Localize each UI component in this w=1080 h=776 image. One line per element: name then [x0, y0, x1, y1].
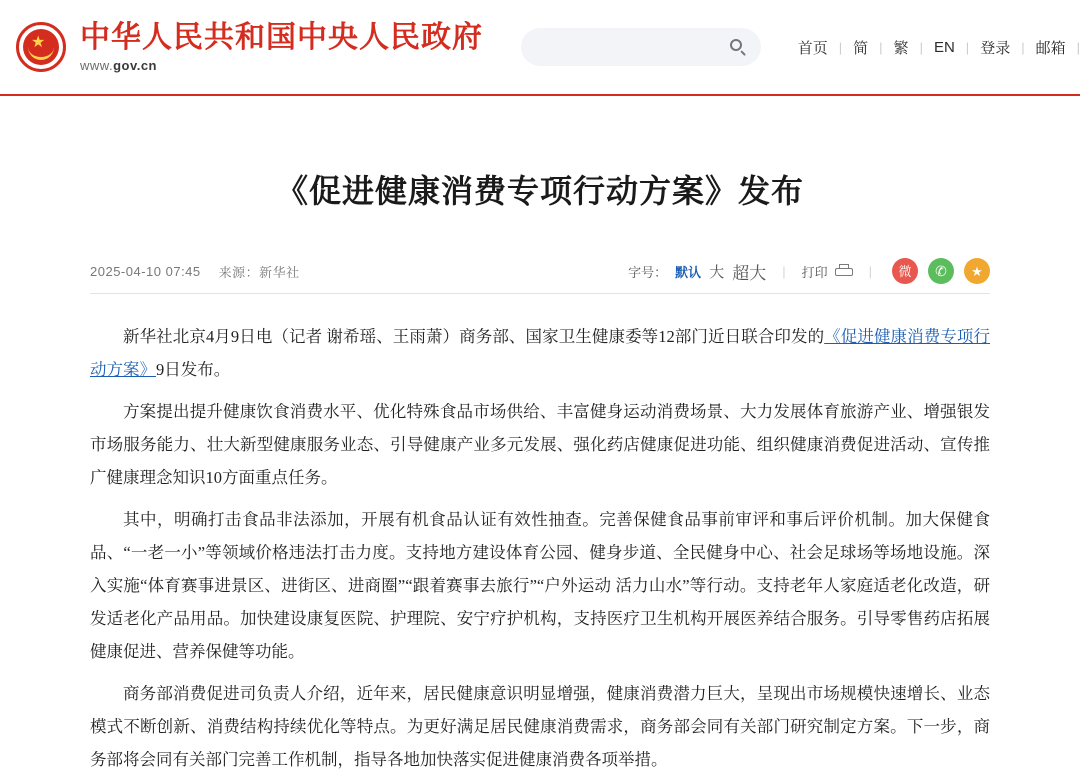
print-button[interactable]	[802, 262, 853, 281]
article-meta-right	[628, 258, 990, 284]
font-size-label: 字号：	[628, 264, 668, 280]
publish-date: 2025-04-10 07:45	[90, 263, 201, 279]
paragraph-text: 9日发布。	[156, 360, 231, 380]
national-emblem-icon: ★	[14, 20, 68, 74]
header-right-area	[521, 28, 1080, 66]
nav-item-login[interactable]: 登录	[980, 39, 1011, 57]
nav-item-traditional[interactable]: 繁	[893, 39, 909, 57]
share-weibo-icon[interactable]: 微	[892, 258, 918, 284]
top-nav	[787, 37, 1080, 58]
nav-separator: |	[838, 39, 843, 55]
nav-item-home[interactable]: 首页	[797, 39, 828, 57]
site-url-prefix: www.	[80, 58, 114, 73]
site-header	[0, 0, 1080, 96]
article-body	[90, 320, 990, 776]
source-info	[219, 262, 300, 281]
nav-separator: |	[1021, 39, 1025, 55]
site-brand[interactable]	[0, 20, 483, 74]
search-box[interactable]	[521, 28, 761, 66]
font-size-extra-large[interactable]: 超大	[732, 263, 767, 283]
article-container	[90, 96, 990, 776]
article-paragraph	[90, 320, 990, 386]
nav-item-english[interactable]: EN	[933, 38, 955, 56]
nav-item-simplified[interactable]: 简	[853, 39, 869, 57]
font-size-controls	[628, 259, 766, 284]
meta-divider: |	[868, 263, 872, 279]
print-label: 打印	[801, 264, 828, 280]
nav-separator: |	[879, 39, 883, 55]
page-title: 《促进健康消费专项行动方案》发布	[275, 173, 804, 210]
site-url	[80, 58, 483, 73]
font-size-default[interactable]: 默认	[675, 264, 702, 280]
meta-divider: |	[782, 263, 786, 279]
printer-icon	[835, 264, 853, 278]
article-meta-left	[90, 262, 300, 281]
nav-separator: |	[919, 39, 923, 55]
nav-item-mail[interactable]: 邮箱	[1035, 39, 1066, 57]
source-name: 新华社	[259, 264, 300, 280]
favorite-icon[interactable]: ★	[964, 258, 990, 284]
article-paragraph: 其中，明确打击食品非法添加，开展有机食品认证有效性抽查。完善保健食品事前审评和事后评价机制。加大保健食品、“一老一小”等领域价格违法打击力度。支持地方建设体育公园、健身步道、全民健身中心、社会足球场等场地设施。深入实施“体育赛事进景区、进街区、进商圈”“跟着赛事去旅行”“户外运动 活力山水”等行动。支持老年人家庭适老化改造，研发适老化产品用品。加快建设康复医院、护理院、安宁疗护机构，支持医疗卫生机构开展医养结合服务。引导零售药店拓展健康促进、营养保健等功能。	[90, 510, 990, 662]
site-url-domain: gov.cn	[113, 58, 157, 73]
font-size-large[interactable]: 大	[709, 263, 725, 281]
paragraph-text: 新华社北京4月9日电（记者 谢希瑶、王雨萧）商务部、国家卫生健康委等12部门近日联合印发的	[123, 327, 825, 347]
article-paragraph: 方案提出提升健康饮食消费水平、优化特殊食品市场供给、丰富健身运动消费场景、大力发展体育旅游产业、增强银发市场服务能力、壮大新型健康服务业态、引导健康产业多元发展、强化药店健康促进功能、组织健康消费促进活动、宣传推广健康理念知识10方面重点任务。	[90, 402, 990, 488]
article-meta-bar	[90, 249, 990, 294]
nav-separator: |	[965, 39, 970, 55]
article-paragraph: 商务部消费促进司负责人介绍，近年来，居民健康意识明显增强，健康消费潜力巨大，呈现出市场规模快速增长、业态模式不断创新、消费结构持续优化等特点。为更好满足居民健康消费需求，商务部会同有关部门研究制定方案。下一步，商务部将会同有关部门完善工作机制，指导各地加快落实促进健康消费各项举措。	[90, 684, 990, 770]
site-title: 中华人民共和国中央人民政府	[80, 21, 483, 54]
search-icon[interactable]	[730, 39, 747, 56]
plan-document-link[interactable]: 《促进健康消费专项行动方案》	[90, 327, 991, 380]
search-input[interactable]	[535, 39, 724, 56]
share-buttons	[892, 258, 990, 284]
nav-separator: |	[1076, 39, 1080, 55]
share-wechat-icon[interactable]: ✆	[928, 258, 954, 284]
source-label: 来源：	[218, 264, 260, 280]
